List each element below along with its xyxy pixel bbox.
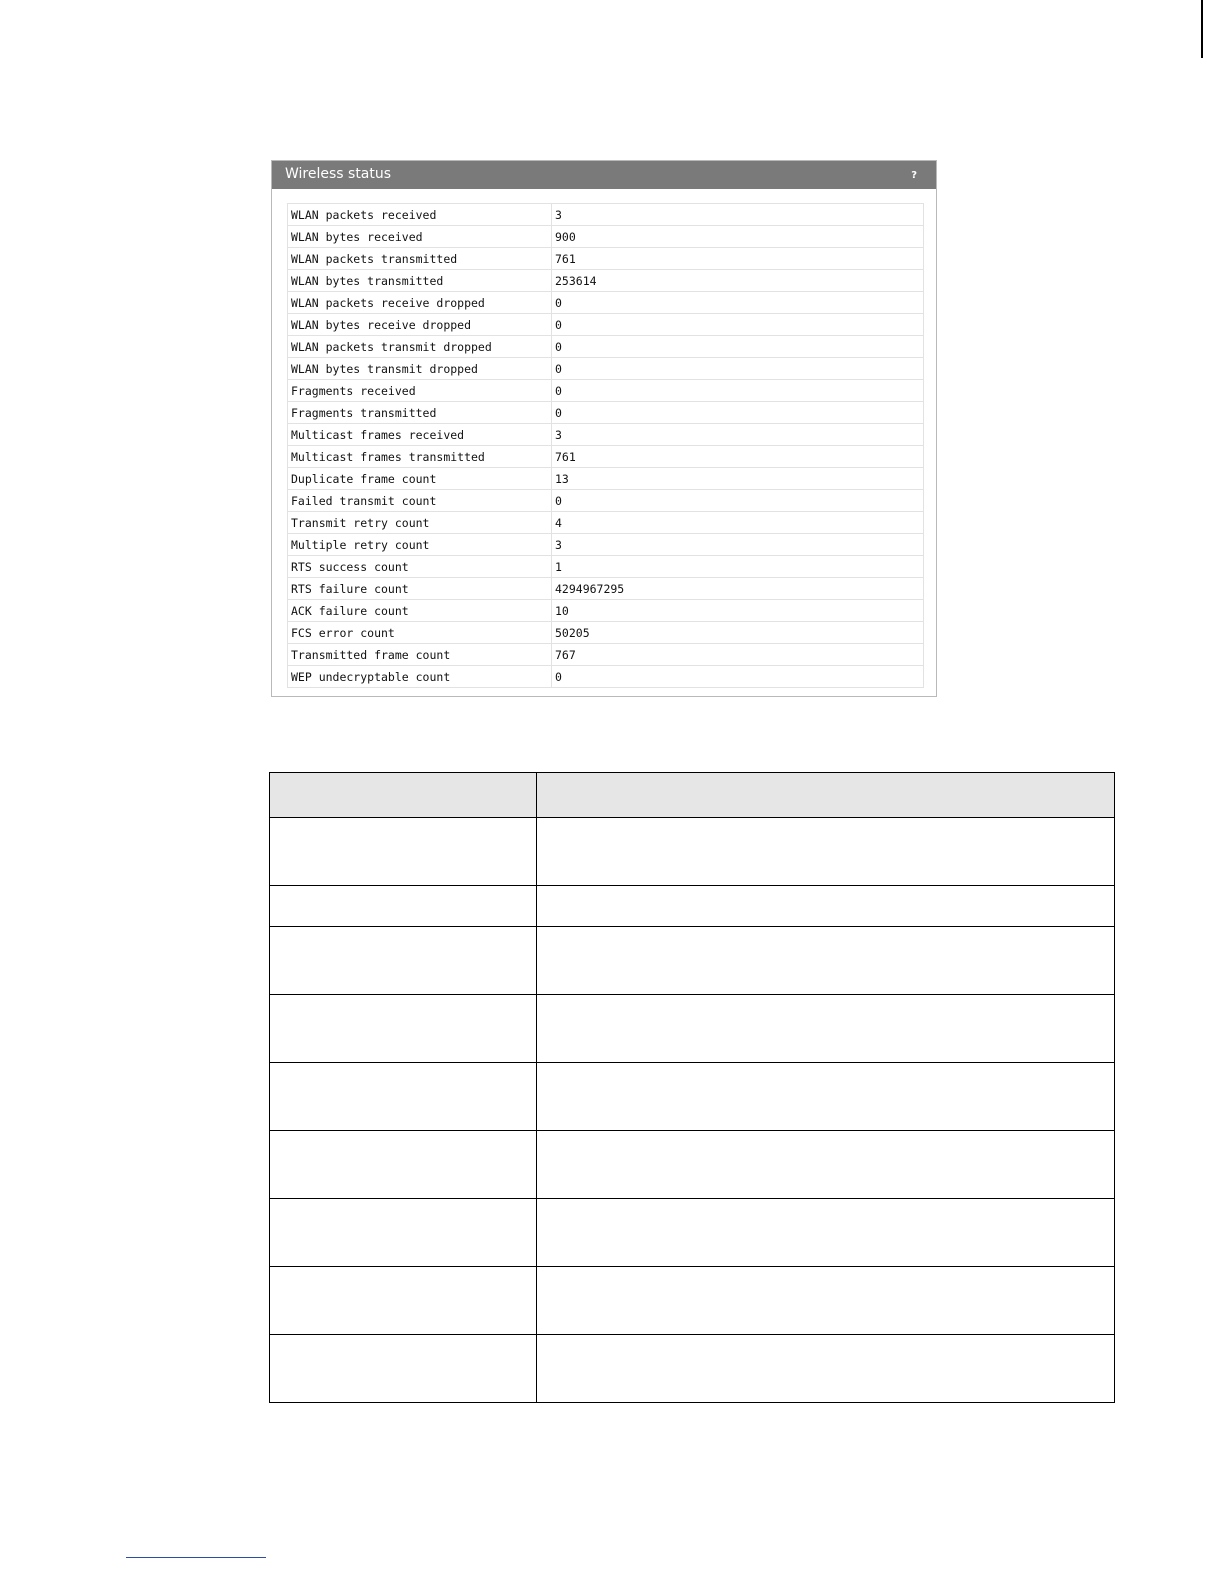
status-value: 1 — [552, 556, 924, 578]
status-value: 761 — [552, 248, 924, 270]
status-label: WLAN bytes received — [288, 226, 552, 248]
status-row — [288, 534, 924, 556]
description-term-cell — [270, 927, 537, 995]
status-label: WLAN packets transmitted — [288, 248, 552, 270]
status-value: 0 — [552, 336, 924, 358]
status-row — [288, 336, 924, 358]
status-value: 3 — [552, 534, 924, 556]
status-value: 4 — [552, 512, 924, 534]
status-value: 3 — [552, 424, 924, 446]
status-label: WLAN bytes receive dropped — [288, 314, 552, 336]
description-row — [270, 995, 1115, 1063]
status-row — [288, 402, 924, 424]
status-row — [288, 424, 924, 446]
status-row — [288, 248, 924, 270]
status-value: 3 — [552, 204, 924, 226]
description-header-cell — [270, 773, 537, 818]
status-label: Fragments received — [288, 380, 552, 402]
status-row — [288, 512, 924, 534]
status-row — [288, 226, 924, 248]
status-label: WLAN packets received — [288, 204, 552, 226]
description-text-cell — [537, 927, 1115, 995]
panel-title: Wireless status — [285, 166, 392, 182]
wireless-status-panel — [271, 160, 937, 697]
status-label: WLAN packets transmit dropped — [288, 336, 552, 358]
status-row — [288, 204, 924, 226]
footnote-rule — [126, 1557, 266, 1558]
status-label: RTS success count — [288, 556, 552, 578]
status-value: 0 — [552, 292, 924, 314]
status-row — [288, 446, 924, 468]
status-label: Multicast frames transmitted — [288, 446, 552, 468]
status-label: FCS error count — [288, 622, 552, 644]
description-term-cell — [270, 1267, 537, 1335]
status-row — [288, 556, 924, 578]
description-row — [270, 1267, 1115, 1335]
description-term-cell — [270, 1131, 537, 1199]
status-value: 0 — [552, 402, 924, 424]
description-row — [270, 886, 1115, 927]
status-value: 253614 — [552, 270, 924, 292]
panel-header — [272, 161, 936, 189]
status-row — [288, 380, 924, 402]
status-label: Fragments transmitted — [288, 402, 552, 424]
description-row — [270, 1199, 1115, 1267]
status-value: 0 — [552, 490, 924, 512]
status-row — [288, 270, 924, 292]
status-row — [288, 314, 924, 336]
description-term-cell — [270, 1199, 537, 1267]
description-text-cell — [537, 995, 1115, 1063]
status-value: 4294967295 — [552, 578, 924, 600]
status-value: 13 — [552, 468, 924, 490]
description-row — [270, 1335, 1115, 1403]
description-row — [270, 1063, 1115, 1131]
status-value: 900 — [552, 226, 924, 248]
description-text-cell — [537, 1063, 1115, 1131]
status-row — [288, 666, 924, 688]
wireless-status-table — [287, 203, 924, 688]
status-label: Transmitted frame count — [288, 644, 552, 666]
description-row — [270, 927, 1115, 995]
status-row — [288, 600, 924, 622]
status-label: Duplicate frame count — [288, 468, 552, 490]
description-row — [270, 818, 1115, 886]
status-label: WLAN packets receive dropped — [288, 292, 552, 314]
status-value: 767 — [552, 644, 924, 666]
description-text-cell — [537, 1267, 1115, 1335]
status-row — [288, 358, 924, 380]
description-text-cell — [537, 886, 1115, 927]
status-label: Failed transmit count — [288, 490, 552, 512]
description-term-cell — [270, 1063, 537, 1131]
description-text-cell — [537, 1335, 1115, 1403]
status-label: WEP undecryptable count — [288, 666, 552, 688]
description-table — [269, 772, 1115, 1403]
status-label: WLAN bytes transmit dropped — [288, 358, 552, 380]
page-edge-line — [1201, 0, 1203, 58]
description-header-cell — [537, 773, 1115, 818]
description-text-cell — [537, 1131, 1115, 1199]
status-row — [288, 468, 924, 490]
status-label: RTS failure count — [288, 578, 552, 600]
status-value: 0 — [552, 358, 924, 380]
status-value: 50205 — [552, 622, 924, 644]
status-value: 0 — [552, 666, 924, 688]
help-icon[interactable]: ? — [911, 170, 917, 181]
description-row — [270, 1131, 1115, 1199]
status-row — [288, 622, 924, 644]
status-label: ACK failure count — [288, 600, 552, 622]
status-row — [288, 292, 924, 314]
status-value: 0 — [552, 380, 924, 402]
description-table-header — [270, 773, 1115, 818]
status-label: Transmit retry count — [288, 512, 552, 534]
description-term-cell — [270, 1335, 537, 1403]
status-row — [288, 490, 924, 512]
status-value: 0 — [552, 314, 924, 336]
description-term-cell — [270, 818, 537, 886]
description-term-cell — [270, 995, 537, 1063]
status-value: 761 — [552, 446, 924, 468]
description-text-cell — [537, 1199, 1115, 1267]
status-label: WLAN bytes transmitted — [288, 270, 552, 292]
status-label: Multiple retry count — [288, 534, 552, 556]
status-row — [288, 644, 924, 666]
description-text-cell — [537, 818, 1115, 886]
status-label: Multicast frames received — [288, 424, 552, 446]
description-term-cell — [270, 886, 537, 927]
status-row — [288, 578, 924, 600]
status-value: 10 — [552, 600, 924, 622]
